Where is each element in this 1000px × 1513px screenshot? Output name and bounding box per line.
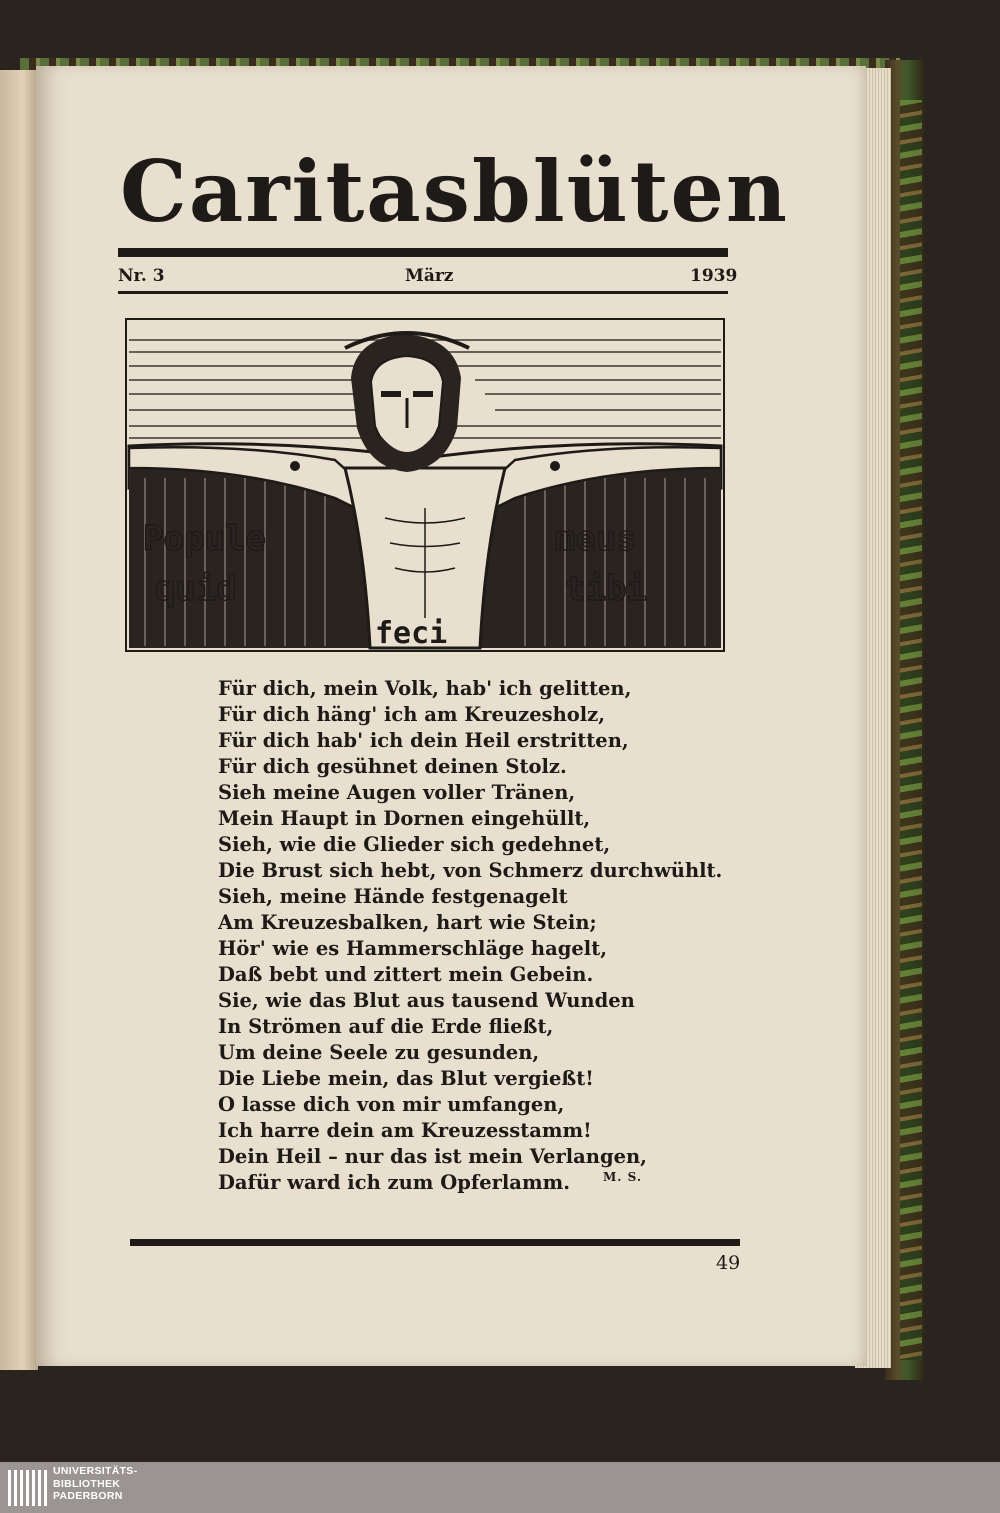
- crucifixion-woodcut: [125, 318, 725, 652]
- poem-line: Am Kreuzesbalken, hart wie Stein;: [218, 911, 597, 934]
- poem-line: Die Brust sich hebt, von Schmerz durchwühlt.: [218, 859, 723, 882]
- left-page-edge: [0, 70, 38, 1370]
- poem-line: Die Liebe mein, das Blut vergießt!: [218, 1067, 594, 1090]
- poem-line: Ich harre dein am Kreuzesstamm!: [218, 1119, 592, 1142]
- poem-line: Für dich häng' ich am Kreuzesholz,: [218, 703, 606, 726]
- footer-rule: [130, 1239, 740, 1246]
- library-name: [53, 1465, 137, 1503]
- library-name-line: BIBLIOTHEK: [53, 1477, 121, 1490]
- poem-line: Sieh meine Augen voller Tränen,: [218, 781, 576, 804]
- inscription-meus: meus: [555, 519, 637, 559]
- poem-line: Hör' wie es Hammerschläge hagelt,: [218, 937, 607, 960]
- poem: [218, 676, 723, 1196]
- poem-line: Um deine Seele zu gesunden,: [218, 1041, 540, 1064]
- library-logo-icon: [8, 1466, 48, 1509]
- poem-line: Mein Haupt in Dornen eingehüllt,: [218, 807, 591, 830]
- inscription-feci: feci: [375, 616, 448, 651]
- page-number: 49: [716, 1252, 741, 1274]
- marbled-cover: [900, 100, 922, 1360]
- poem-line: In Strömen auf die Erde fließt,: [218, 1015, 554, 1038]
- poem-line: Für dich hab' ich dein Heil erstritten,: [218, 729, 629, 752]
- issue-rule: [118, 291, 728, 294]
- poem-line: Dein Heil – nur das ist mein Verlangen,: [218, 1145, 647, 1168]
- issue-month: März: [405, 266, 454, 286]
- issue-year: 1939: [690, 266, 738, 286]
- poem-line: Daß bebt und zittert mein Gebein.: [218, 963, 594, 986]
- poem-line: O lasse dich von mir umfangen,: [218, 1093, 565, 1116]
- library-name-line: PADERBORN: [53, 1490, 123, 1502]
- inscription-popule: Popule: [143, 519, 266, 559]
- poem-line: Für dich gesühnet deinen Stolz.: [218, 755, 567, 778]
- masthead-rule: [118, 248, 728, 257]
- library-footer: [0, 1462, 1000, 1513]
- masthead-title: Caritasblüten: [120, 142, 790, 241]
- poem-line: Sie, wie das Blut aus tausend Wunden: [218, 989, 635, 1012]
- issue-number: Nr. 3: [118, 266, 165, 286]
- inscription-quid: quid: [155, 569, 237, 609]
- poem-author: M. S.: [603, 1170, 643, 1184]
- inscription-tibi: tibi: [565, 569, 647, 609]
- poem-line: Sieh, meine Hände festgenagelt: [218, 885, 568, 908]
- poem-line: Sieh, wie die Glieder sich gedehnet,: [218, 833, 611, 856]
- poem-line: Dafür ward ich zum Opferlamm.: [218, 1171, 570, 1194]
- library-name-line: UNIVERSITÄTS-: [53, 1465, 138, 1477]
- poem-line: Für dich, mein Volk, hab' ich gelitten,: [218, 677, 632, 700]
